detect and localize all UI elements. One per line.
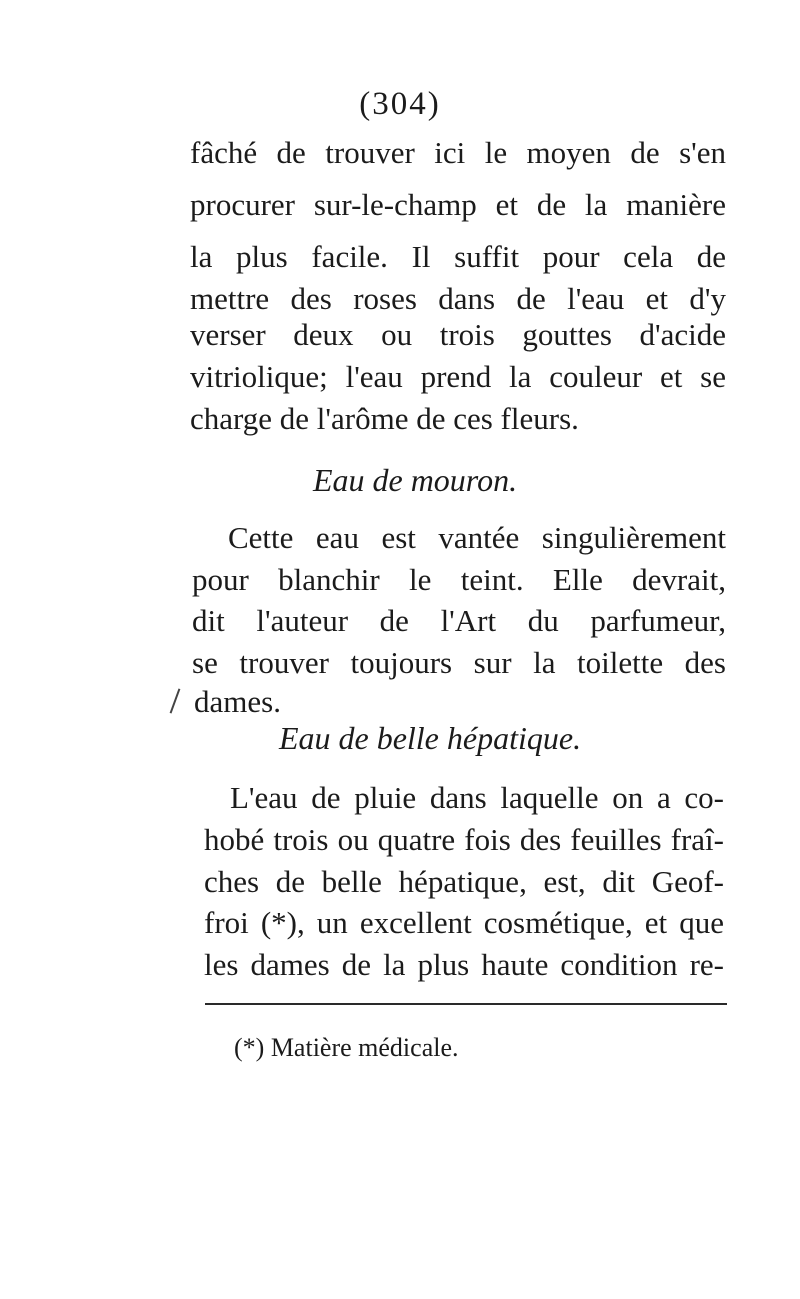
paragraph-1-line-2: procurer sur-le-champ et de la manière bbox=[190, 187, 726, 222]
paragraph-1-line-6: vitriolique; l'eau prend la couleur et se bbox=[190, 359, 726, 394]
paragraph-2-line-4: se trouver toujours sur la toilette des bbox=[192, 645, 726, 680]
paragraph-2-line-5: dames. bbox=[194, 684, 281, 719]
paragraph-3-line-1: L'eau de pluie dans laquelle on a co- bbox=[230, 780, 724, 815]
paragraph-2-line-1: Cette eau est vantée singulièrement bbox=[228, 520, 726, 555]
paragraph-2-line-3: dit l'auteur de l'Art du parfumeur, bbox=[192, 603, 726, 638]
paragraph-1-line-1: fâché de trouver ici le moyen de s'en bbox=[190, 135, 726, 170]
paragraph-1-line-5: verser deux ou trois gouttes d'acide bbox=[190, 317, 726, 352]
paragraph-2-line-2: pour blanchir le teint. Elle devrait, bbox=[192, 562, 726, 597]
footnote: (*) Matière médicale. bbox=[234, 1033, 459, 1062]
page-number: (304) bbox=[359, 86, 441, 122]
paragraph-1-line-4: mettre des roses dans de l'eau et d'y bbox=[190, 281, 726, 316]
footnote-rule bbox=[205, 1003, 727, 1005]
section-heading-mouron: Eau de mouron. bbox=[312, 462, 518, 498]
paragraph-3-line-2: hobé trois ou quatre fois des feuilles fraî- bbox=[204, 822, 724, 857]
paragraph-1-line-3: la plus facile. Il suffit pour cela de bbox=[190, 239, 726, 274]
paragraph-3-line-5: les dames de la plus haute condition re- bbox=[204, 947, 724, 982]
section-heading-belle-hepatique: Eau de belle hépatique. bbox=[278, 720, 582, 756]
paragraph-3-line-4: froi (*), un excellent cosmétique, et que bbox=[204, 905, 724, 940]
ink-mark bbox=[170, 688, 181, 713]
paragraph-1-line-7: charge de l'arôme de ces fleurs. bbox=[190, 401, 579, 436]
paragraph-3-line-3: ches de belle hépatique, est, dit Geof- bbox=[204, 864, 724, 899]
